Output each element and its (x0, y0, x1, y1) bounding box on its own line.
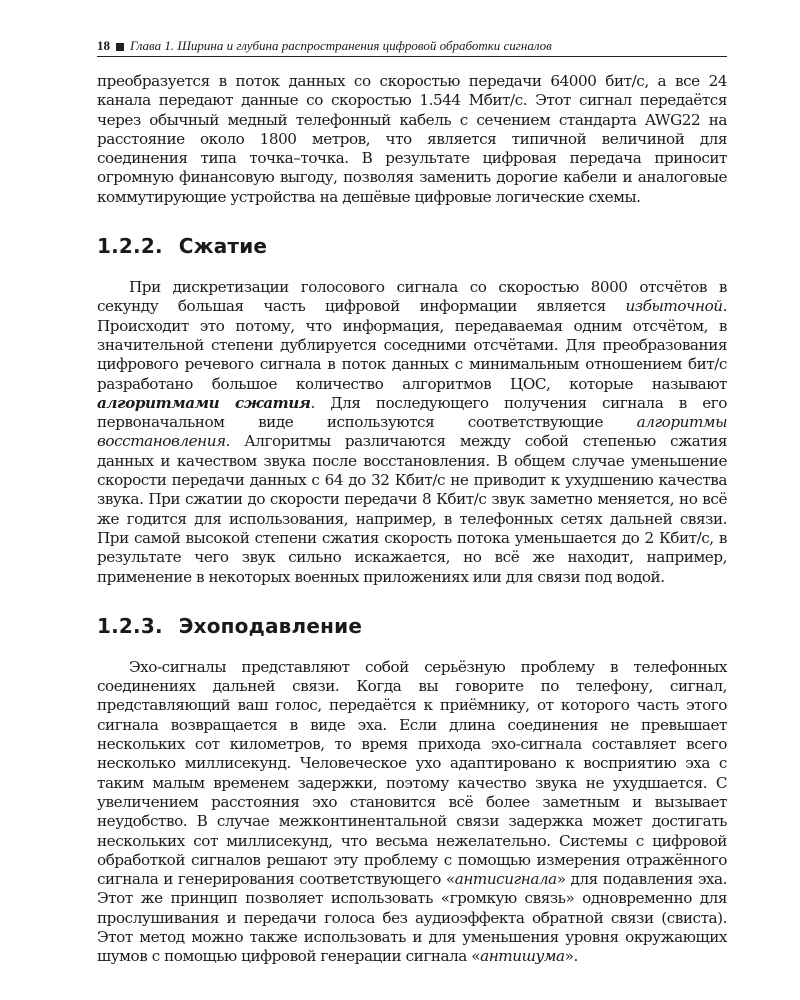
section-heading-compression (97, 234, 727, 258)
section-title: Эхоподавление (178, 613, 363, 638)
emphasis-term: антишума (480, 947, 565, 966)
text-run: » для подавления эха. Этот же принцип позволяет использовать «громкую связь» одновременно для прослушивания и передачи голоса без аудиоэффекта обратной связи (свиста). Этот метод можно также использовать и для уменьшения уровня окружающих шумов с помощью цифровой генерации сигнала « (97, 870, 728, 966)
running-header (97, 38, 727, 57)
intro-text: преобразуется в поток данных со скоростью передачи 64000 бит/с, а все 24 канала передают данные со скоростью 1.544 Мбит/с. Этот сигнал передаётся через обычный медный телефонный кабель с сечением стандарта AWG22 на расстояние около 1800 метров, что является типичной величиной для соединения типа точка–точка. В результате цифровая передача приносит огромную финансовую выгоду, позволяя заменить дорогие кабели и аналоговые коммутирующие устройства на дешёвые цифровые логические схемы. (97, 72, 727, 206)
section-heading-echo (97, 614, 727, 638)
text-run: . Для последующего получения сигнала в его первоначальном виде используются соответствующие (97, 393, 727, 432)
emphasis-term: антисигнала (454, 870, 557, 889)
text-run: . Алгоритмы различаются между собой степенью сжатия данных и качеством звука после восстановления. В общем случае уменьшение скорости передачи данных с 64 до 32 Кбит/с не приводит к ухудшению качества звука. При сжатии до скорости передачи 8 Кбит/с звук заметно меняется, но всё же годится для использования, например, в телефонных сетях дальней связи. При самой высокой степени сжатия скорость потока уменьшается до 2 Кбит/с, в результате чего звук сильно искажается, но всё же находит, например, применение в некоторых военных приложениях или для связи под водой. (97, 432, 727, 586)
echo-paragraph (97, 658, 727, 967)
intro-paragraph (97, 72, 727, 207)
page-content (97, 72, 727, 967)
text-run: . Происходит это потому, что информация, передаваемая одним отсчётом, в значительной степени дублируется соседними отсчётами. Для преобразования цифрового речевого сигнала в поток данных с минимальным отношением бит/с разработано большое количество алгоритмов ЦОС, которые называют (97, 297, 727, 393)
emphasis-term: избыточной (625, 297, 723, 316)
section-number: 1.2.2. (97, 234, 163, 259)
text-run: Эхо-сигналы представляют собой серьёзную проблему в телефонных соединениях дальней связи. Когда вы говорите по телефону, сигнал, представляющий ваш голос, передаётся к приёмнику, от которого часть этого сигнала возвращается в виде эха. Если длина соединения не превышает нескольких сот километров, то время прихода эхо-сигнала составляет всего несколько миллисекунд. Человеческое ухо адаптировано к восприятию эха с таким малым временем задержки, поэтому качество звука не ухудшается. С увеличением расстояния эхо становится всё более заметным и вызывает неудобство. В случае межконтинентальной связи задержка может достигать нескольких сот миллисекунд, что весьма нежелательно. Системы с цифровой обработкой сигналов решают эту проблему с помощью измерения отражённого сигнала и генерирования соответствующего « (97, 657, 727, 889)
page-number: 18 (97, 38, 110, 53)
section-title: Сжатие (178, 234, 268, 259)
compression-paragraph (97, 278, 727, 587)
text-run: При дискретизации голосового сигнала со скоростью 8000 отсчётов в секунду большая часть цифровой информации является (97, 278, 727, 316)
section-number: 1.2.3. (97, 613, 163, 638)
emphasis-term: алгоритмами сжатия (97, 393, 311, 412)
emphasis-term: алгоритмы восстановления (97, 413, 727, 451)
chapter-title: Глава 1. Ширина и глубина распространения цифровой обработки сигналов (130, 38, 552, 53)
square-bullet-icon (116, 43, 124, 51)
text-run: ». (564, 947, 578, 966)
